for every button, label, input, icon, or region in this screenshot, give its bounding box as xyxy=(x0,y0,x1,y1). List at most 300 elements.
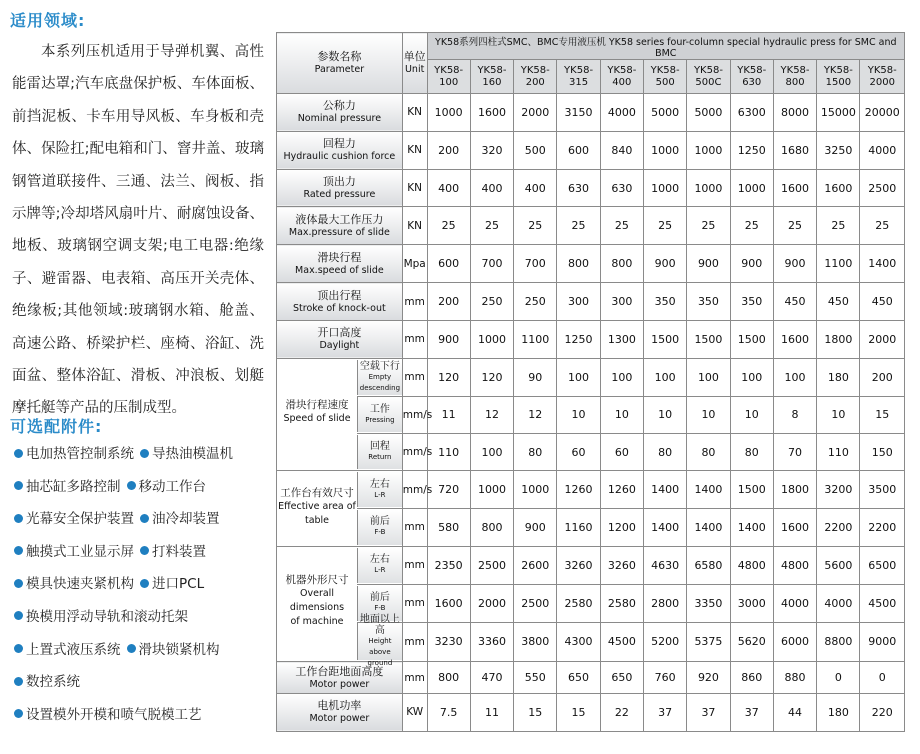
row-pressing xyxy=(277,396,905,434)
value-cell: 1400 xyxy=(860,245,905,283)
value-cell: 12 xyxy=(470,396,513,434)
bullet-dot-icon xyxy=(127,644,136,653)
value-cell: 2580 xyxy=(600,584,643,622)
value-cell: 4500 xyxy=(860,584,905,622)
value-cell: 1500 xyxy=(687,320,730,358)
value-cell: 3500 xyxy=(860,471,905,509)
value-cell: 100 xyxy=(600,358,643,396)
group-label: 滑块行程速度 Speed of slide xyxy=(277,359,357,465)
value-cell: 180 xyxy=(817,693,860,731)
value-cell: 37 xyxy=(730,693,773,731)
accessory-item xyxy=(140,540,206,564)
value-cell: 10 xyxy=(600,396,643,434)
value-cell: 3350 xyxy=(687,584,730,622)
value-cell: 200 xyxy=(860,358,905,396)
value-cell: 8800 xyxy=(817,622,860,662)
value-cell: 5375 xyxy=(687,622,730,662)
bullet-dot-icon xyxy=(14,644,23,653)
accessory-label: 移动工作台 xyxy=(138,478,206,495)
param-name: 顶出力 Rated pressure xyxy=(277,169,403,207)
value-cell: 800 xyxy=(600,245,643,283)
value-cell: 100 xyxy=(644,358,687,396)
value-cell: 100 xyxy=(470,434,513,471)
accessory-item xyxy=(127,475,207,499)
value-cell: 450 xyxy=(860,283,905,321)
value-cell: 630 xyxy=(557,169,600,207)
accessory-item xyxy=(140,442,233,466)
value-cell: 100 xyxy=(557,358,600,396)
value-cell: 70 xyxy=(773,434,816,471)
value-cell: 1200 xyxy=(600,509,643,547)
value-cell: 450 xyxy=(773,283,816,321)
unit-cell: mm/s xyxy=(402,434,427,471)
value-cell: 25 xyxy=(860,207,905,245)
row-rated xyxy=(277,169,905,207)
value-cell: 25 xyxy=(600,207,643,245)
value-cell: 110 xyxy=(817,434,860,471)
group-label: 机器外形尺寸 Overall dimensions of machine xyxy=(277,547,357,656)
value-cell: 4000 xyxy=(860,131,905,169)
value-cell: 11 xyxy=(470,693,513,731)
value-cell: 2200 xyxy=(860,509,905,547)
accessory-label: 上置式液压系统 xyxy=(26,641,121,658)
value-cell: 25 xyxy=(514,207,557,245)
accessory-row xyxy=(14,475,272,508)
value-cell: 1160 xyxy=(557,509,600,547)
row-cushion xyxy=(277,131,905,169)
row-area_fb xyxy=(277,509,905,547)
value-cell: 6580 xyxy=(687,546,730,584)
value-cell: 900 xyxy=(773,245,816,283)
value-cell: 6300 xyxy=(730,93,773,131)
value-cell: 150 xyxy=(860,434,905,471)
accessory-item xyxy=(14,703,202,727)
param-name: 回程力 Hydraulic cushion force xyxy=(277,131,403,169)
value-cell: 700 xyxy=(514,245,557,283)
param-header: 参数名称 Parameter xyxy=(277,33,403,94)
value-cell: 600 xyxy=(427,245,470,283)
value-cell: 4500 xyxy=(600,622,643,662)
unit-cell: mm xyxy=(402,509,427,547)
accessory-row xyxy=(14,442,272,475)
accessory-item xyxy=(14,540,134,564)
bullet-dot-icon xyxy=(14,709,23,718)
value-cell: 1600 xyxy=(773,509,816,547)
bullet-dot-icon xyxy=(14,481,23,490)
sub-param-name: 回程 Return xyxy=(358,435,402,469)
row-return xyxy=(277,434,905,471)
unit-cell: mm xyxy=(402,283,427,321)
value-cell: 2000 xyxy=(514,93,557,131)
sub-param-name: 左右 L-R xyxy=(358,472,402,507)
value-cell: 4000 xyxy=(600,93,643,131)
model-header: YK58-800 xyxy=(773,60,816,94)
accessory-label: 油冷却装置 xyxy=(152,511,220,528)
model-header: YK58-315 xyxy=(557,60,600,94)
model-header: YK58-630 xyxy=(730,60,773,94)
value-cell: 2500 xyxy=(470,546,513,584)
value-cell: 1250 xyxy=(557,320,600,358)
value-cell: 7.5 xyxy=(427,693,470,731)
accessory-item xyxy=(14,670,80,694)
applications-title: 适用领域: xyxy=(10,11,86,30)
unit-cell: mm xyxy=(402,584,427,622)
value-cell: 650 xyxy=(557,662,600,694)
unit-cell: KN xyxy=(402,169,427,207)
value-cell: 350 xyxy=(644,283,687,321)
value-cell: 1000 xyxy=(687,169,730,207)
value-cell: 80 xyxy=(687,434,730,471)
value-cell: 1600 xyxy=(817,169,860,207)
value-cell: 720 xyxy=(427,471,470,509)
value-cell: 350 xyxy=(687,283,730,321)
model-header: YK58-2000 xyxy=(860,60,905,94)
accessory-item xyxy=(127,638,220,662)
value-cell: 3200 xyxy=(817,471,860,509)
model-header: YK58-400 xyxy=(600,60,643,94)
value-cell: 220 xyxy=(860,693,905,731)
row-maxspeed xyxy=(277,245,905,283)
unit-cell: Mpa xyxy=(402,245,427,283)
bullet-dot-icon xyxy=(140,546,149,555)
value-cell: 5620 xyxy=(730,622,773,662)
value-cell: 1260 xyxy=(557,471,600,509)
value-cell: 180 xyxy=(817,358,860,396)
value-cell: 1000 xyxy=(514,471,557,509)
value-cell: 1000 xyxy=(427,93,470,131)
value-cell: 300 xyxy=(557,283,600,321)
unit-cell: KN xyxy=(402,131,427,169)
value-cell: 1680 xyxy=(773,131,816,169)
value-cell: 1600 xyxy=(773,320,816,358)
value-cell: 25 xyxy=(773,207,816,245)
accessory-label: 进口PCL xyxy=(152,576,205,593)
value-cell: 3260 xyxy=(557,546,600,584)
value-cell: 1400 xyxy=(644,471,687,509)
value-cell: 100 xyxy=(730,358,773,396)
value-cell: 3800 xyxy=(514,622,557,662)
bullet-dot-icon xyxy=(14,677,23,686)
value-cell: 4630 xyxy=(644,546,687,584)
left-panel xyxy=(0,0,272,754)
value-cell: 2000 xyxy=(860,320,905,358)
value-cell: 1600 xyxy=(773,169,816,207)
value-cell: 15 xyxy=(557,693,600,731)
model-header: YK58-500C xyxy=(687,60,730,94)
value-cell: 1400 xyxy=(730,509,773,547)
bullet-dot-icon xyxy=(127,481,136,490)
value-cell: 600 xyxy=(557,131,600,169)
value-cell: 4800 xyxy=(730,546,773,584)
accessory-item xyxy=(14,442,134,466)
value-cell: 900 xyxy=(687,245,730,283)
value-cell: 80 xyxy=(730,434,773,471)
value-cell: 800 xyxy=(557,245,600,283)
row-knockout xyxy=(277,283,905,321)
value-cell: 760 xyxy=(644,662,687,694)
value-cell: 550 xyxy=(514,662,557,694)
model-header: YK58-500 xyxy=(644,60,687,94)
row-maxpress xyxy=(277,207,905,245)
value-cell: 25 xyxy=(557,207,600,245)
value-cell: 1000 xyxy=(470,471,513,509)
value-cell: 1800 xyxy=(773,471,816,509)
value-cell: 20000 xyxy=(860,93,905,131)
row-motor xyxy=(277,693,905,731)
value-cell: 900 xyxy=(427,320,470,358)
value-cell: 1000 xyxy=(687,131,730,169)
value-cell: 2600 xyxy=(514,546,557,584)
value-cell: 5600 xyxy=(817,546,860,584)
value-cell: 320 xyxy=(470,131,513,169)
value-cell: 15 xyxy=(860,396,905,434)
unit-cell: mm xyxy=(402,622,427,662)
accessory-label: 光幕安全保护装置 xyxy=(26,511,134,528)
unit-cell: mm xyxy=(402,320,427,358)
accessories-list xyxy=(14,442,272,735)
accessory-label: 导热油模温机 xyxy=(152,446,233,462)
sub-param-name: 工作 Pressing xyxy=(358,397,402,432)
value-cell: 25 xyxy=(427,207,470,245)
value-cell: 25 xyxy=(687,207,730,245)
value-cell: 1260 xyxy=(600,471,643,509)
accessory-row xyxy=(14,638,272,671)
sub-param-name: 地面以上高 Height above ground xyxy=(359,614,400,668)
value-cell: 25 xyxy=(730,207,773,245)
row-nominal xyxy=(277,93,905,131)
accessory-row xyxy=(14,572,272,605)
value-cell: 250 xyxy=(470,283,513,321)
value-cell: 1500 xyxy=(730,471,773,509)
value-cell: 11 xyxy=(427,396,470,434)
param-name: 开口高度 Daylight xyxy=(277,320,403,358)
bullet-dot-icon xyxy=(14,514,23,523)
value-cell: 350 xyxy=(730,283,773,321)
accessory-label: 打料装置 xyxy=(152,543,206,560)
value-cell: 60 xyxy=(600,434,643,471)
value-cell: 200 xyxy=(427,283,470,321)
accessory-item xyxy=(14,507,134,531)
value-cell: 110 xyxy=(427,434,470,471)
value-cell: 2500 xyxy=(860,169,905,207)
accessory-row xyxy=(14,605,272,638)
param-name: 工作台距地面高度 Motor power xyxy=(277,662,403,694)
value-cell: 120 xyxy=(470,358,513,396)
value-cell: 450 xyxy=(817,283,860,321)
value-cell: 2000 xyxy=(470,584,513,622)
value-cell: 400 xyxy=(514,169,557,207)
accessory-item xyxy=(14,638,121,662)
model-header: YK58-160 xyxy=(470,60,513,94)
value-cell: 80 xyxy=(644,434,687,471)
param-name: 公称力 Nominal pressure xyxy=(277,93,403,131)
value-cell: 860 xyxy=(730,662,773,694)
value-cell: 90 xyxy=(514,358,557,396)
param-name: 电机功率 Motor power xyxy=(277,693,403,731)
value-cell: 630 xyxy=(600,169,643,207)
header-row-1 xyxy=(277,33,905,60)
accessory-item xyxy=(140,572,204,596)
value-cell: 470 xyxy=(470,662,513,694)
value-cell: 10 xyxy=(730,396,773,434)
value-cell: 2500 xyxy=(514,584,557,622)
sub-param-name: 前后 F-B xyxy=(358,586,402,621)
accessory-row xyxy=(14,670,272,703)
value-cell: 250 xyxy=(514,283,557,321)
value-cell: 100 xyxy=(687,358,730,396)
value-cell: 2200 xyxy=(817,509,860,547)
value-cell: 1100 xyxy=(817,245,860,283)
value-cell: 37 xyxy=(644,693,687,731)
unit-cell: mm/s xyxy=(402,396,427,434)
accessory-item xyxy=(14,572,134,596)
value-cell: 6500 xyxy=(860,546,905,584)
unit-cell: KN xyxy=(402,207,427,245)
row-daylight xyxy=(277,320,905,358)
value-cell: 1300 xyxy=(600,320,643,358)
param-name: 滑块行程 Max.speed of slide xyxy=(277,245,403,283)
accessory-label: 滑块锁紧机构 xyxy=(138,641,220,658)
value-cell: 10 xyxy=(687,396,730,434)
value-cell: 60 xyxy=(557,434,600,471)
unit-cell: mm/s xyxy=(402,471,427,509)
value-cell: 1000 xyxy=(644,169,687,207)
value-cell: 80 xyxy=(514,434,557,471)
value-cell: 3000 xyxy=(730,584,773,622)
bullet-dot-icon xyxy=(14,449,23,458)
series-title: YK58系列四柱式SMC、BMC专用液压机 YK58 series four-column special hydraulic press for SMC and BMC xyxy=(427,33,904,60)
value-cell: 10 xyxy=(817,396,860,434)
value-cell: 10 xyxy=(557,396,600,434)
value-cell: 2580 xyxy=(557,584,600,622)
value-cell: 8000 xyxy=(773,93,816,131)
value-cell: 10 xyxy=(644,396,687,434)
value-cell: 25 xyxy=(817,207,860,245)
unit-cell: KN xyxy=(402,93,427,131)
sub-param-name: 空载下行 Empty descending xyxy=(358,360,402,395)
row-area_lr xyxy=(277,471,905,509)
value-cell: 15 xyxy=(514,693,557,731)
value-cell: 2800 xyxy=(644,584,687,622)
value-cell: 840 xyxy=(600,131,643,169)
sub-param-name: 左右 L-R xyxy=(358,548,402,583)
value-cell: 0 xyxy=(860,662,905,694)
accessory-item xyxy=(140,507,220,531)
value-cell: 1600 xyxy=(427,584,470,622)
spec-table xyxy=(276,32,905,732)
value-cell: 1500 xyxy=(644,320,687,358)
bullet-dot-icon xyxy=(140,579,149,588)
value-cell: 1100 xyxy=(514,320,557,358)
value-cell: 1000 xyxy=(730,169,773,207)
value-cell: 37 xyxy=(687,693,730,731)
model-header: YK58-100 xyxy=(427,60,470,94)
value-cell: 3150 xyxy=(557,93,600,131)
accessory-label: 设置模外开模和喷气脱模工艺 xyxy=(26,706,202,723)
value-cell: 1000 xyxy=(470,320,513,358)
value-cell: 1400 xyxy=(644,509,687,547)
unit-cell: KW xyxy=(402,693,427,731)
value-cell: 900 xyxy=(730,245,773,283)
bullet-dot-icon xyxy=(140,449,149,458)
model-header: YK58-200 xyxy=(514,60,557,94)
value-cell: 200 xyxy=(427,131,470,169)
value-cell: 0 xyxy=(817,662,860,694)
value-cell: 900 xyxy=(514,509,557,547)
value-cell: 9000 xyxy=(860,622,905,662)
param-name: 顶出行程 Stroke of knock-out xyxy=(277,283,403,321)
value-cell: 4000 xyxy=(817,584,860,622)
row-overall_h xyxy=(277,622,905,662)
value-cell: 650 xyxy=(600,662,643,694)
unit-cell: mm xyxy=(402,662,427,694)
unit-header: 单位 Unit xyxy=(402,33,427,94)
value-cell: 1250 xyxy=(730,131,773,169)
value-cell: 4800 xyxy=(773,546,816,584)
accessory-item xyxy=(14,475,121,499)
accessory-item xyxy=(14,605,188,629)
value-cell: 800 xyxy=(427,662,470,694)
value-cell: 22 xyxy=(600,693,643,731)
value-cell: 1400 xyxy=(687,509,730,547)
value-cell: 4000 xyxy=(773,584,816,622)
value-cell: 300 xyxy=(600,283,643,321)
value-cell: 5000 xyxy=(687,93,730,131)
bullet-dot-icon xyxy=(14,579,23,588)
value-cell: 6000 xyxy=(773,622,816,662)
accessory-label: 数控系统 xyxy=(26,674,80,691)
bullet-dot-icon xyxy=(14,611,23,620)
accessory-row xyxy=(14,540,272,573)
group-label: 工作台有效尺寸 Effective area of table xyxy=(277,471,357,542)
value-cell: 120 xyxy=(427,358,470,396)
value-cell: 100 xyxy=(773,358,816,396)
accessory-label: 模具快速夹紧机构 xyxy=(26,576,134,593)
value-cell: 920 xyxy=(687,662,730,694)
spec-table-wrapper xyxy=(276,32,905,732)
accessory-row xyxy=(14,507,272,540)
value-cell: 1500 xyxy=(730,320,773,358)
accessories-title: 可选配附件: xyxy=(10,417,103,436)
unit-cell: mm xyxy=(402,358,427,396)
value-cell: 700 xyxy=(470,245,513,283)
value-cell: 5200 xyxy=(644,622,687,662)
value-cell: 8 xyxy=(773,396,816,434)
value-cell: 25 xyxy=(644,207,687,245)
value-cell: 25 xyxy=(470,207,513,245)
value-cell: 400 xyxy=(470,169,513,207)
value-cell: 3360 xyxy=(470,622,513,662)
value-cell: 500 xyxy=(514,131,557,169)
model-header: YK58-1500 xyxy=(817,60,860,94)
accessory-label: 触摸式工业显示屏 xyxy=(26,543,134,560)
accessory-label: 电加热管控制系统 xyxy=(26,446,134,462)
param-name: 液体最大工作压力 Max.pressure of slide xyxy=(277,207,403,245)
value-cell: 2350 xyxy=(427,546,470,584)
value-cell: 1800 xyxy=(817,320,860,358)
param-name xyxy=(277,471,403,526)
accessory-label: 抽芯缸多路控制 xyxy=(26,478,121,495)
row-overall_lr xyxy=(277,546,905,584)
value-cell: 1400 xyxy=(687,471,730,509)
bullet-dot-icon xyxy=(14,546,23,555)
value-cell: 1600 xyxy=(470,93,513,131)
value-cell: 5000 xyxy=(644,93,687,131)
value-cell: 3260 xyxy=(600,546,643,584)
value-cell: 3250 xyxy=(817,131,860,169)
applications-text: 本系列压机适用于导弹机翼、高性能雷达罩;汽车底盘保护板、车体面板、前挡泥板、卡车用导风板、车身板和壳体、保险扛;配电箱和门、窨井盖、玻璃钢管道联接件、三通、法兰、阀板、指示牌等;冷却塔风扇叶片、耐腐蚀设备、地板、玻璃钢空调支架;电工电器:绝缘子、避雷器、电表箱、高压开关壳体、绝缘板;其他领域:玻璃钢水箱、舱盖、高速公路、桥梁护栏、座椅、浴缸、洗面盆、整体浴缸、滑板、冲浪板、划艇摩托艇等产品的压制成型。 xyxy=(12,44,264,417)
value-cell: 15000 xyxy=(817,93,860,131)
